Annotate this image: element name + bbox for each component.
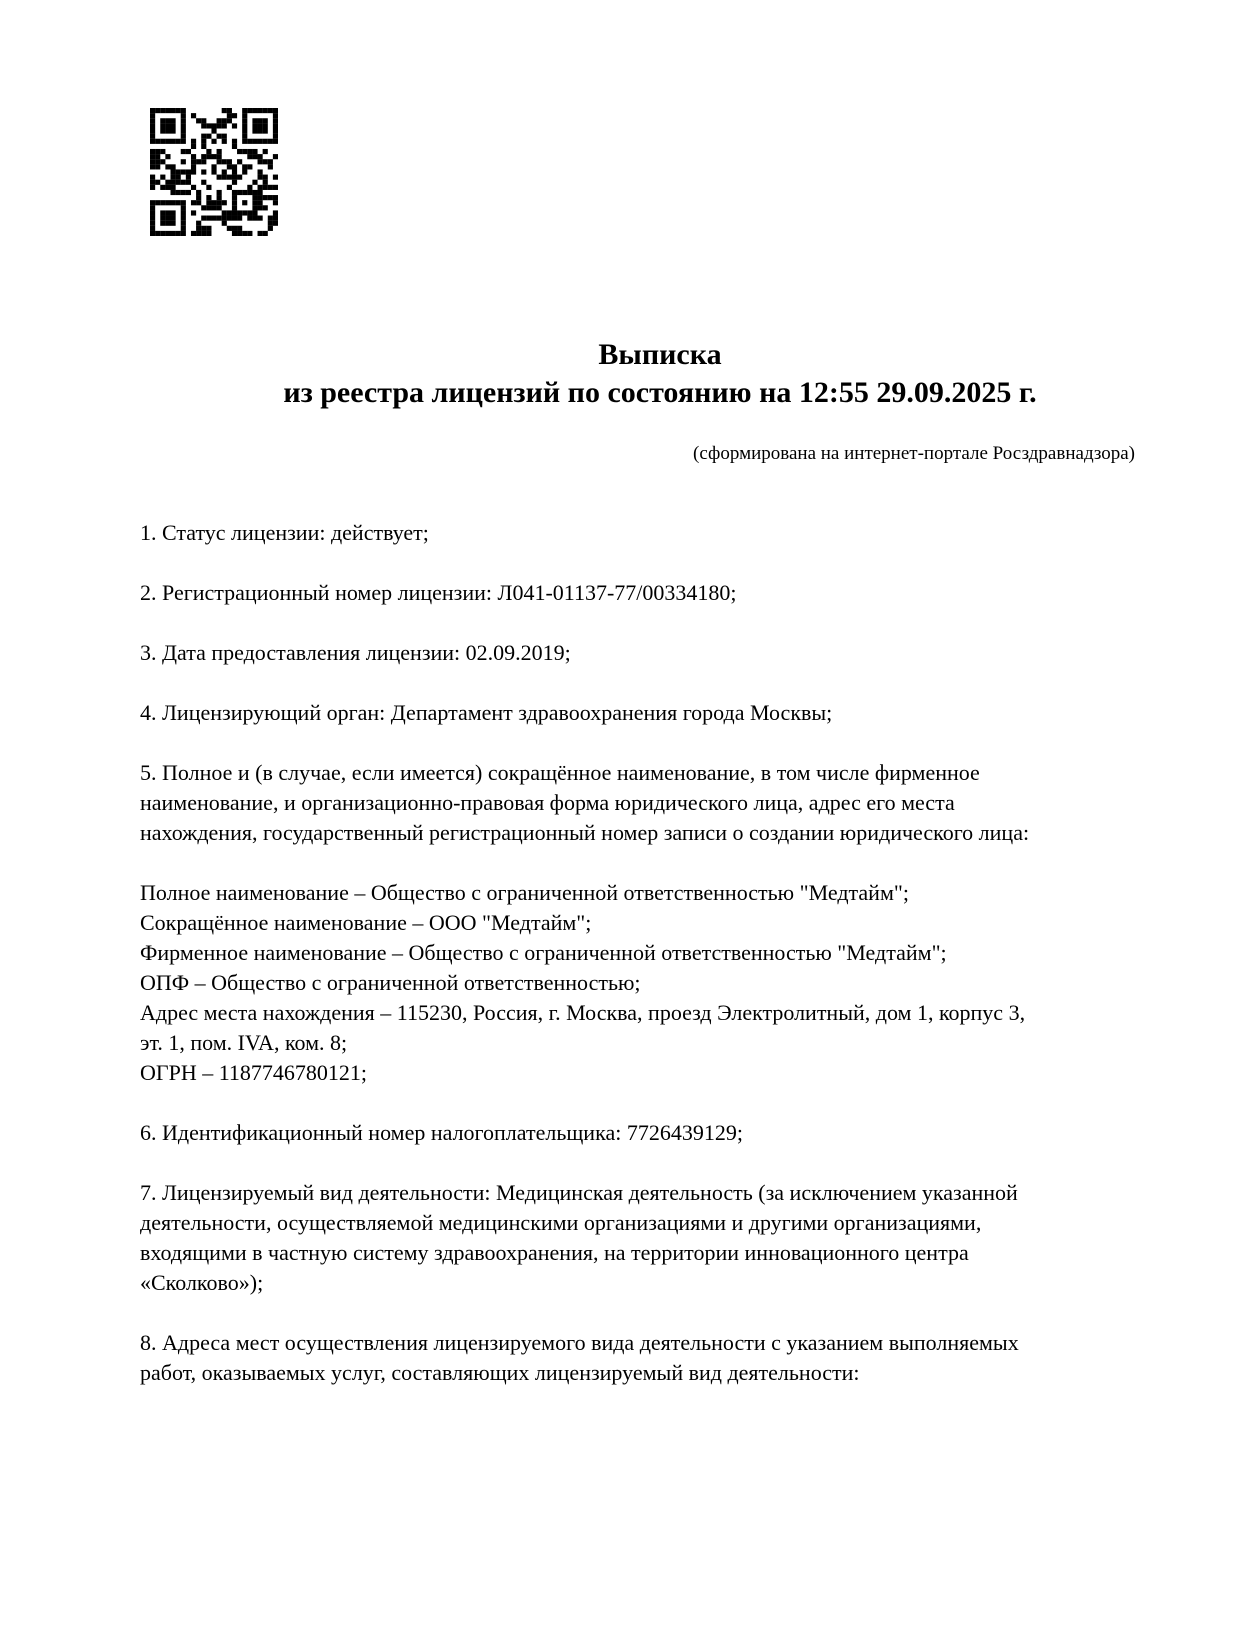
document-title-line2: из реестра лицензий по состоянию на 12:55 29.09.2025 г. <box>283 376 1037 409</box>
paragraph-licensed-activity <box>140 1178 1180 1298</box>
paragraph-licensing-authority <box>140 698 1180 728</box>
document-title <box>140 0 1180 412</box>
text-line: Адрес места нахождения – 115230, Россия, г. Москва, проезд Электролитный, дом 1, корпус 3, <box>140 1000 1026 1025</box>
text-line: «Сколково»); <box>140 1270 264 1295</box>
paragraph-grant-date <box>140 638 1180 668</box>
paragraph-license-status <box>140 518 1180 548</box>
text-line: работ, оказываемых услуг, составляющих лицензируемый вид деятельности: <box>140 1360 860 1385</box>
text-line: эт. 1, пом. IVA, ком. 8; <box>140 1030 348 1055</box>
text-line: Полное наименование – Общество с ограниченной ответственностью "Медтайм"; <box>140 880 909 905</box>
text-line: ОГРН – 1187746780121; <box>140 1060 368 1085</box>
text-line: 7. Лицензируемый вид деятельности: Медицинская деятельность (за исключением указанной <box>140 1180 1018 1205</box>
paragraph-activity-addresses <box>140 1328 1180 1388</box>
text-line: наименование, и организационно-правовая форма юридического лица, адрес его места <box>140 790 955 815</box>
qr-code-image <box>150 108 278 236</box>
text-line: 2. Регистрационный номер лицензии: Л041-01137-77/00334180; <box>140 580 737 605</box>
text-line: 4. Лицензирующий орган: Департамент здравоохранения города Москвы; <box>140 700 833 725</box>
text-line: Сокращённое наименование – ООО "Медтайм"; <box>140 910 592 935</box>
text-line: 5. Полное и (в случае, если имеется) сокращённое наименование, в том числе фирменное <box>140 760 980 785</box>
text-line: Фирменное наименование – Общество с ограниченной ответственностью "Медтайм"; <box>140 940 947 965</box>
text-line: 6. Идентификационный номер налогоплательщика: 7726439129; <box>140 1120 743 1145</box>
text-line: 8. Адреса мест осуществления лицензируемого вида деятельности с указанием выполняемых <box>140 1330 1019 1355</box>
qr-code-icon <box>150 108 278 236</box>
text-line: 1. Статус лицензии: действует; <box>140 520 429 545</box>
paragraph-registration-number <box>140 578 1180 608</box>
document-body <box>140 518 1180 1388</box>
text-line: входящими в частную систему здравоохранения, на территории инновационного центра <box>140 1240 969 1265</box>
document-subtitle: (сформирована на интернет-портале Росздравнадзора) <box>693 443 1135 464</box>
text-line: деятельности, осуществляемой медицинскими организациями и другими организациями, <box>140 1210 982 1235</box>
text-line: ОПФ – Общество с ограниченной ответственностью; <box>140 970 641 995</box>
paragraph-taxpayer-number <box>140 1118 1180 1148</box>
document-title-line1: Выписка <box>598 338 722 371</box>
paragraph-entity-details <box>140 878 1180 1088</box>
paragraph-entity-names-intro <box>140 758 1180 848</box>
text-line: нахождения, государственный регистрационный номер записи о создании юридического лица: <box>140 820 1030 845</box>
text-line: 3. Дата предоставления лицензии: 02.09.2019; <box>140 640 571 665</box>
